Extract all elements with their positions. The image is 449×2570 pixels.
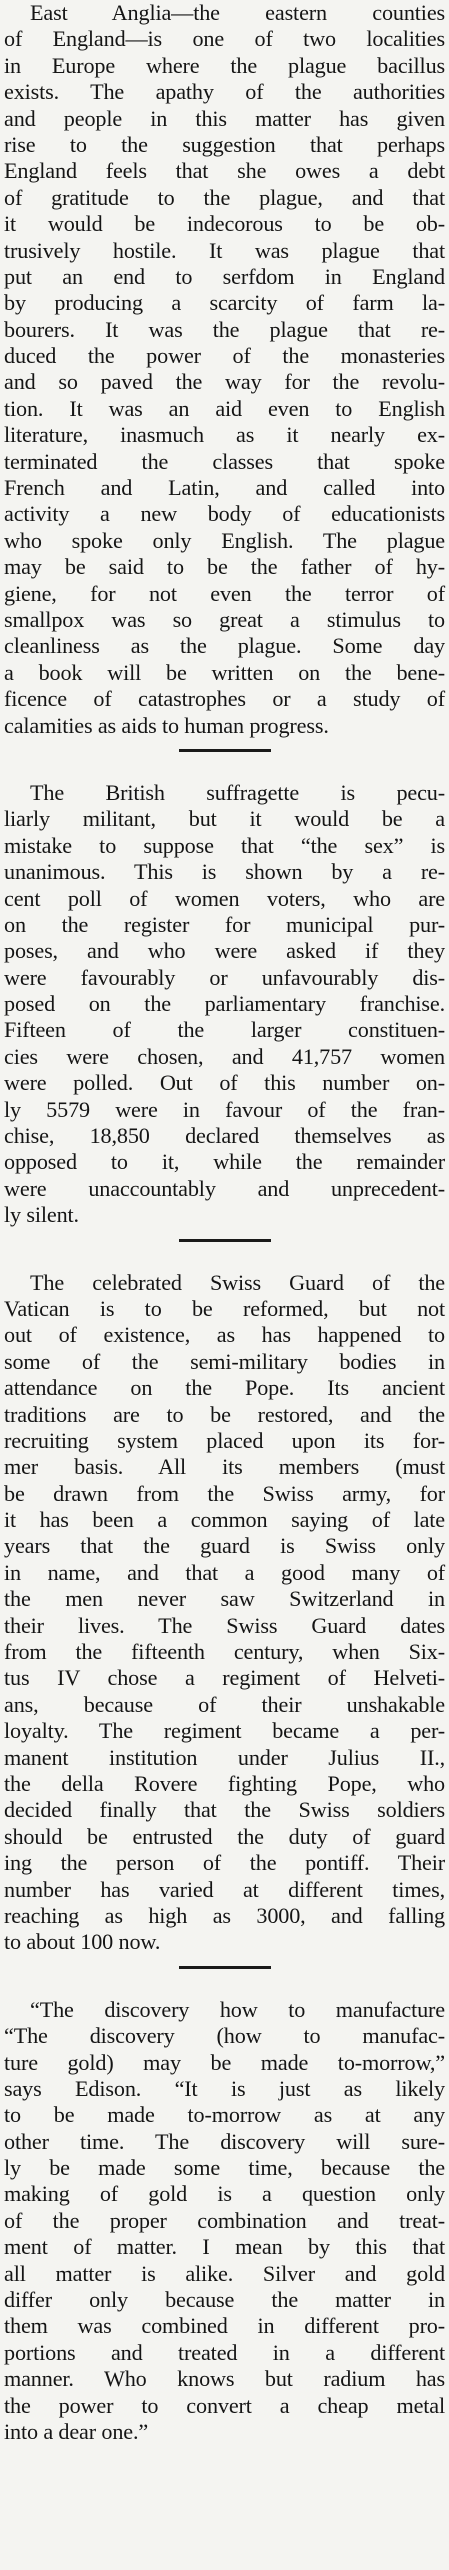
text-line: cent poll of women voters, who are bbox=[4, 885, 445, 911]
section-divider bbox=[179, 1966, 271, 1969]
text-line: their lives. The Swiss Guard dates bbox=[4, 1612, 445, 1638]
text-line: the della Rovere fighting Pope, who bbox=[4, 1771, 445, 1796]
text-line: England feels that she owes a debt bbox=[4, 158, 445, 184]
text-line: should be entrusted the duty of guard bbox=[4, 1823, 445, 1849]
article-swiss-guard bbox=[4, 1270, 445, 1956]
text-line: portions and treated in a different bbox=[4, 2339, 445, 2365]
text-line: giene, for not even the terror of bbox=[4, 580, 445, 606]
text-line: manner. Who knows but radium has bbox=[4, 2366, 445, 2392]
newspaper-column bbox=[4, 0, 445, 2445]
text-line: decided finally that the Swiss soldiers bbox=[4, 1797, 445, 1823]
text-line: poses, and who were asked if they bbox=[4, 938, 445, 964]
text-line: may be said to be the father of hy- bbox=[4, 554, 445, 580]
text-line: some of the semi-military bodies in bbox=[4, 1348, 445, 1374]
text-line: loyalty. The regiment became a per- bbox=[4, 1718, 445, 1744]
text-line: says Edison. “It is just as likely bbox=[4, 2075, 445, 2101]
text-line: in name, and that a good many of bbox=[4, 1559, 445, 1585]
text-line: unanimous. This is shown by a re- bbox=[4, 859, 445, 885]
article-plague bbox=[4, 0, 445, 739]
text-line: recruiting system placed upon its for- bbox=[4, 1427, 445, 1453]
text-line: to about 100 now. bbox=[4, 1929, 161, 1955]
text-line: ly silent. bbox=[4, 1202, 79, 1228]
text-line: bourers. It was the plague that re- bbox=[4, 316, 445, 342]
text-line: calamities as aids to human progress. bbox=[4, 712, 329, 738]
text-line: number has varied at different times, bbox=[4, 1876, 445, 1902]
text-line: terminated the classes that spoke bbox=[4, 448, 445, 474]
text-line: posed on the parliamentary franchise. bbox=[4, 991, 445, 1017]
text-line: put an end to serfdom in England bbox=[4, 263, 445, 289]
text-line: and so paved the way for the revolu- bbox=[4, 369, 445, 395]
text-line: ly 5579 were in favour of the fran- bbox=[4, 1096, 445, 1122]
text-line: exists. The apathy of the authorities bbox=[4, 79, 445, 105]
text-line: Vatican is to be reformed, but not bbox=[4, 1295, 445, 1321]
text-line: tus IV chose a regiment of Helveti- bbox=[4, 1665, 445, 1691]
text-line: cies were chosen, and 41,757 women bbox=[4, 1043, 445, 1069]
text-line: differ only because the matter in bbox=[4, 2287, 445, 2313]
text-line: it has been a common saying of late bbox=[4, 1507, 445, 1533]
text-line: ly be made some time, because the bbox=[4, 2155, 445, 2181]
text-line: literature, inasmuch as it nearly ex- bbox=[4, 422, 445, 448]
text-line: liarly militant, but it would be a bbox=[4, 806, 445, 832]
text-line: mer basis. All its members (must bbox=[4, 1454, 445, 1480]
text-line: who spoke only English. The plague bbox=[4, 527, 445, 553]
section-divider bbox=[179, 1239, 271, 1242]
text-line: cleanliness as the plague. Some day bbox=[4, 633, 445, 659]
text-line: out of existence, as has happened to bbox=[4, 1322, 445, 1348]
text-line: ment of matter. I mean by this that bbox=[4, 2234, 445, 2260]
text-line: ficence of catastrophes or a study of bbox=[4, 686, 445, 712]
text-line: ing the person of the pontiff. Their bbox=[4, 1850, 445, 1876]
article-edison-gold bbox=[4, 1997, 445, 2446]
text-line: manent institution under Julius II., bbox=[4, 1744, 445, 1770]
text-line: of England—is one of two localities bbox=[4, 26, 445, 52]
text-line: to be made to-morrow as at any bbox=[4, 2102, 445, 2128]
text-line: duced the power of the monasteries bbox=[4, 343, 445, 369]
text-line: be drawn from the Swiss army, for bbox=[4, 1480, 445, 1506]
text-line: into a dear one.” bbox=[4, 2418, 149, 2444]
text-line: “The discovery how to manufacture bbox=[30, 1996, 445, 2022]
text-line: traditions are to be restored, and the bbox=[4, 1401, 445, 1427]
text-line: a book will be written on the bene- bbox=[4, 659, 445, 685]
text-line: making of gold is a question only bbox=[4, 2181, 445, 2207]
text-line: smallpox was so great a stimulus to bbox=[4, 606, 445, 632]
text-line: French and Latin, and called into bbox=[4, 475, 445, 501]
text-line: it would be indecorous to be ob- bbox=[4, 211, 445, 237]
text-line: and people in this matter has given bbox=[4, 105, 445, 131]
text-line: years that the guard is Swiss only bbox=[4, 1533, 445, 1559]
section-divider bbox=[179, 749, 271, 752]
text-line: the power to convert a cheap metal bbox=[4, 2392, 445, 2418]
text-line: Fifteen of the larger constituen- bbox=[4, 1017, 445, 1043]
text-line: rise to the suggestion that perhaps bbox=[4, 131, 445, 157]
text-line: of gratitude to the plague, and that bbox=[4, 184, 445, 210]
text-line: reaching as high as 3000, and falling bbox=[4, 1902, 445, 1928]
text-line: them was combined in different pro- bbox=[4, 2313, 445, 2339]
text-line: ture gold) may be made to-morrow,” bbox=[4, 2049, 445, 2075]
text-line: were unaccountably and unprecedent- bbox=[4, 1175, 445, 1201]
text-line: chise, 18,850 declared themselves as bbox=[4, 1123, 445, 1149]
text-line: from the fifteenth century, when Six- bbox=[4, 1639, 445, 1665]
text-line: activity a new body of educationists bbox=[4, 501, 445, 527]
text-line: tion. It was an aid even to English bbox=[4, 395, 445, 421]
article-suffragette bbox=[4, 780, 445, 1229]
text-line: opposed to it, while the remainder bbox=[4, 1149, 445, 1175]
text-line: The celebrated Swiss Guard of the bbox=[30, 1269, 445, 1295]
text-line: on the register for municipal pur- bbox=[4, 911, 445, 937]
text-line: mistake to suppose that “the sex” is bbox=[4, 832, 445, 858]
text-line: other time. The discovery will sure- bbox=[4, 2128, 445, 2154]
text-line: were polled. Out of this number on- bbox=[4, 1070, 445, 1096]
text-line: by producing a scarcity of farm la- bbox=[4, 290, 445, 316]
text-line: ans, because of their unshakable bbox=[4, 1691, 445, 1717]
text-line: attendance on the Pope. Its ancient bbox=[4, 1375, 445, 1401]
text-line: of the proper combination and treat- bbox=[4, 2207, 445, 2233]
text-line: were favourably or unfavourably dis- bbox=[4, 964, 445, 990]
text-line: trusively hostile. It was plague that bbox=[4, 237, 445, 263]
text-line: the men never saw Switzerland in bbox=[4, 1586, 445, 1612]
text-line: The British suffragette is pecu- bbox=[30, 779, 445, 805]
text-line: “The discovery (how to manufac- bbox=[4, 2023, 445, 2049]
text-line: East Anglia—the eastern counties bbox=[30, 0, 445, 25]
text-line: in Europe where the plague bacillus bbox=[4, 52, 445, 78]
text-line: all matter is alike. Silver and gold bbox=[4, 2260, 445, 2286]
